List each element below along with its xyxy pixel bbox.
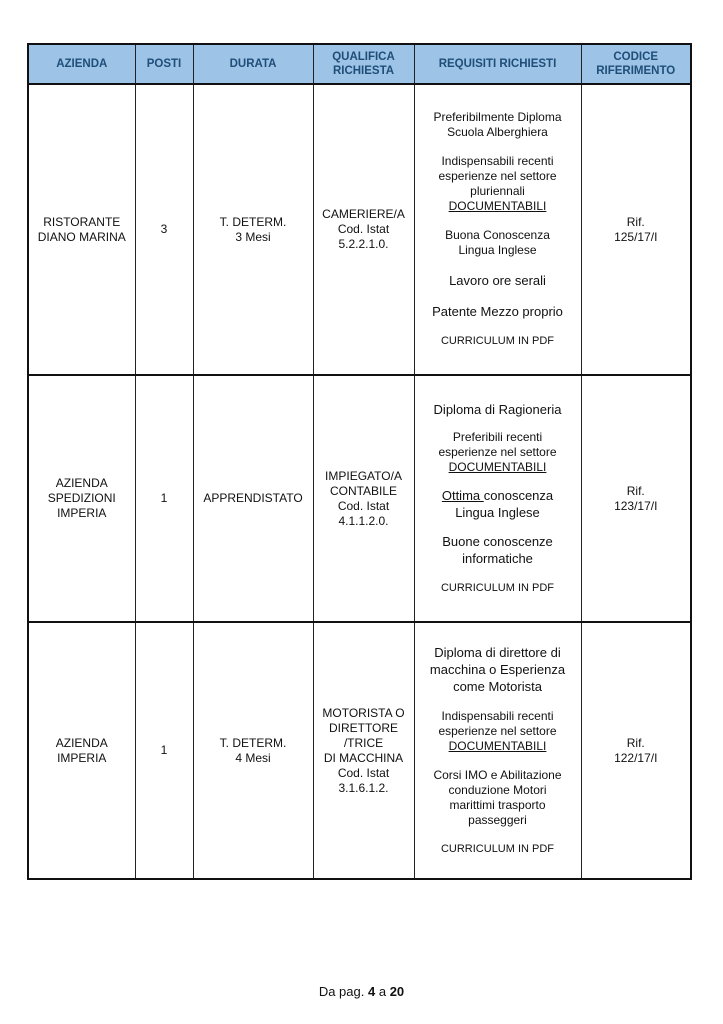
requisito-line: esperienze nel settore <box>438 169 557 183</box>
qualifica-line: IMPIEGATO/A <box>325 468 402 483</box>
cell-posti: 3 <box>135 84 193 375</box>
codice-line: 122/17/I <box>614 750 658 765</box>
requisito-line: Buone conoscenze <box>442 534 553 549</box>
header-codice <box>581 44 691 84</box>
documentabili-label: DOCUMENTABILI <box>448 199 547 213</box>
requisito-line: come Motorista <box>453 679 542 694</box>
header-qualifica-line2: RICHIESTA <box>332 65 395 77</box>
requisito-line: Scuola Alberghiera <box>447 125 548 139</box>
qualifica-line: 4.1.1.2.0. <box>338 513 389 528</box>
table-row <box>28 622 691 879</box>
qualifica-line: Cod. Istat <box>337 498 390 513</box>
header-qualifica <box>313 44 414 84</box>
requisito-line: passeggeri <box>468 813 527 827</box>
cell-requisiti <box>414 375 581 622</box>
requisito-line: marittimi trasporto <box>449 798 546 812</box>
azienda-line: SPEDIZIONI <box>47 491 116 505</box>
qualifica-line: DI MACCHINA <box>323 750 404 765</box>
cell-durata <box>193 375 313 622</box>
azienda-line: DIANO MARINA <box>37 229 126 244</box>
durata-line: T. DETERM. <box>219 214 287 229</box>
cell-requisiti <box>414 84 581 375</box>
requisito-line: Diploma di direttore di <box>434 645 561 660</box>
cell-durata <box>193 84 313 375</box>
header-codice-line2: RIFERIMENTO <box>596 65 676 77</box>
azienda-line: IMPERIA <box>57 750 107 765</box>
durata-line: 3 Mesi <box>235 229 271 244</box>
requisito-line: pluriennali <box>470 184 525 198</box>
cell-durata <box>193 622 313 879</box>
azienda-line: RISTORANTE <box>43 214 121 229</box>
durata-line: 4 Mesi <box>235 750 271 765</box>
requisito-line: Diploma di Ragioneria <box>433 402 562 417</box>
codice-line: Rif. <box>626 735 645 750</box>
curriculum-label: CURRICULUM IN PDF <box>440 335 555 347</box>
cell-qualifica <box>313 375 414 622</box>
requisito-line: Preferibili recenti <box>452 430 543 444</box>
requisito-line: esperienze nel settore <box>438 445 557 459</box>
qualifica-line: 5.2.2.1.0. <box>338 237 389 251</box>
documentabili-label: DOCUMENTABILI <box>448 739 547 753</box>
qualifica-line: 3.1.6.1.2. <box>338 780 389 795</box>
footer-prefix: Da pag. <box>318 984 365 999</box>
cell-codice <box>581 84 691 375</box>
durata-line: APPRENDISTATO <box>203 491 303 505</box>
requisito-line: informatiche <box>462 551 533 566</box>
cell-qualifica <box>313 622 414 879</box>
codice-line: Rif. <box>626 214 645 229</box>
table-header-row <box>28 44 691 84</box>
azienda-line: AZIENDA <box>55 476 108 490</box>
cell-posti: 1 <box>135 375 193 622</box>
codice-line: 125/17/I <box>614 229 658 244</box>
cell-codice <box>581 622 691 879</box>
requisito-line: Indispensabili recenti <box>441 154 554 168</box>
requisito-line: Patente Mezzo proprio <box>432 304 563 319</box>
job-listing-sheet <box>27 43 690 880</box>
footer-separator: a <box>378 984 387 999</box>
requisito-line: Lingua Inglese <box>455 505 540 520</box>
cell-azienda <box>28 622 135 879</box>
header-qualifica-line1: QUALIFICA <box>332 51 395 63</box>
requisito-line: Buona Conoscenza <box>445 228 550 242</box>
qualifica-line: MOTORISTA O <box>322 705 405 720</box>
page-footer <box>0 984 723 999</box>
curriculum-label: CURRICULUM IN PDF <box>440 843 555 855</box>
requisito-line: Indispensabili recenti <box>441 709 554 723</box>
footer-total-pages: 20 <box>389 984 405 999</box>
requisito-line: Lingua Inglese <box>458 243 537 257</box>
header-codice-line1: CODICE <box>613 51 659 63</box>
requisito-line: Preferibilmente Diploma <box>433 110 562 124</box>
header-requisiti: REQUISITI RICHIESTI <box>414 44 581 84</box>
cell-qualifica <box>313 84 414 375</box>
cell-codice <box>581 375 691 622</box>
requisito-line: conduzione Motori <box>448 783 547 797</box>
conoscenza-label: conoscenza <box>483 488 554 503</box>
header-durata: DURATA <box>193 44 313 84</box>
codice-line: 123/17/I <box>614 498 658 513</box>
documentabili-label: DOCUMENTABILI <box>448 460 547 474</box>
requisito-line: Corsi IMO e Abilitazione <box>433 768 562 782</box>
curriculum-label: CURRICULUM IN PDF <box>440 582 555 594</box>
table-row <box>28 375 691 622</box>
qualifica-line: Cod. Istat <box>337 222 390 236</box>
qualifica-line: DIRETTORE <box>328 720 399 735</box>
qualifica-line: CONTABILE <box>329 483 398 498</box>
cell-posti: 1 <box>135 622 193 879</box>
codice-line: Rif. <box>626 483 645 498</box>
requisito-line: macchina o Esperienza <box>429 662 566 677</box>
header-posti: POSTI <box>135 44 193 84</box>
requisito-lingua <box>442 487 553 504</box>
requisito-line: esperienze nel settore <box>438 724 557 738</box>
cell-azienda <box>28 375 135 622</box>
job-offers-table <box>27 43 692 880</box>
cell-azienda <box>28 84 135 375</box>
qualifica-line: CAMERIERE/A <box>322 207 405 221</box>
qualifica-line: /TRICE <box>343 735 384 750</box>
requisito-line: Lavoro ore serali <box>449 273 546 288</box>
azienda-line: IMPERIA <box>57 506 107 520</box>
header-azienda: AZIENDA <box>28 44 135 84</box>
footer-current-page: 4 <box>367 984 376 999</box>
cell-requisiti <box>414 622 581 879</box>
durata-line: T. DETERM. <box>219 735 287 750</box>
table-row <box>28 84 691 375</box>
ottima-label: Ottima <box>441 488 484 503</box>
qualifica-line: Cod. Istat <box>337 765 390 780</box>
azienda-line: AZIENDA <box>55 735 108 750</box>
